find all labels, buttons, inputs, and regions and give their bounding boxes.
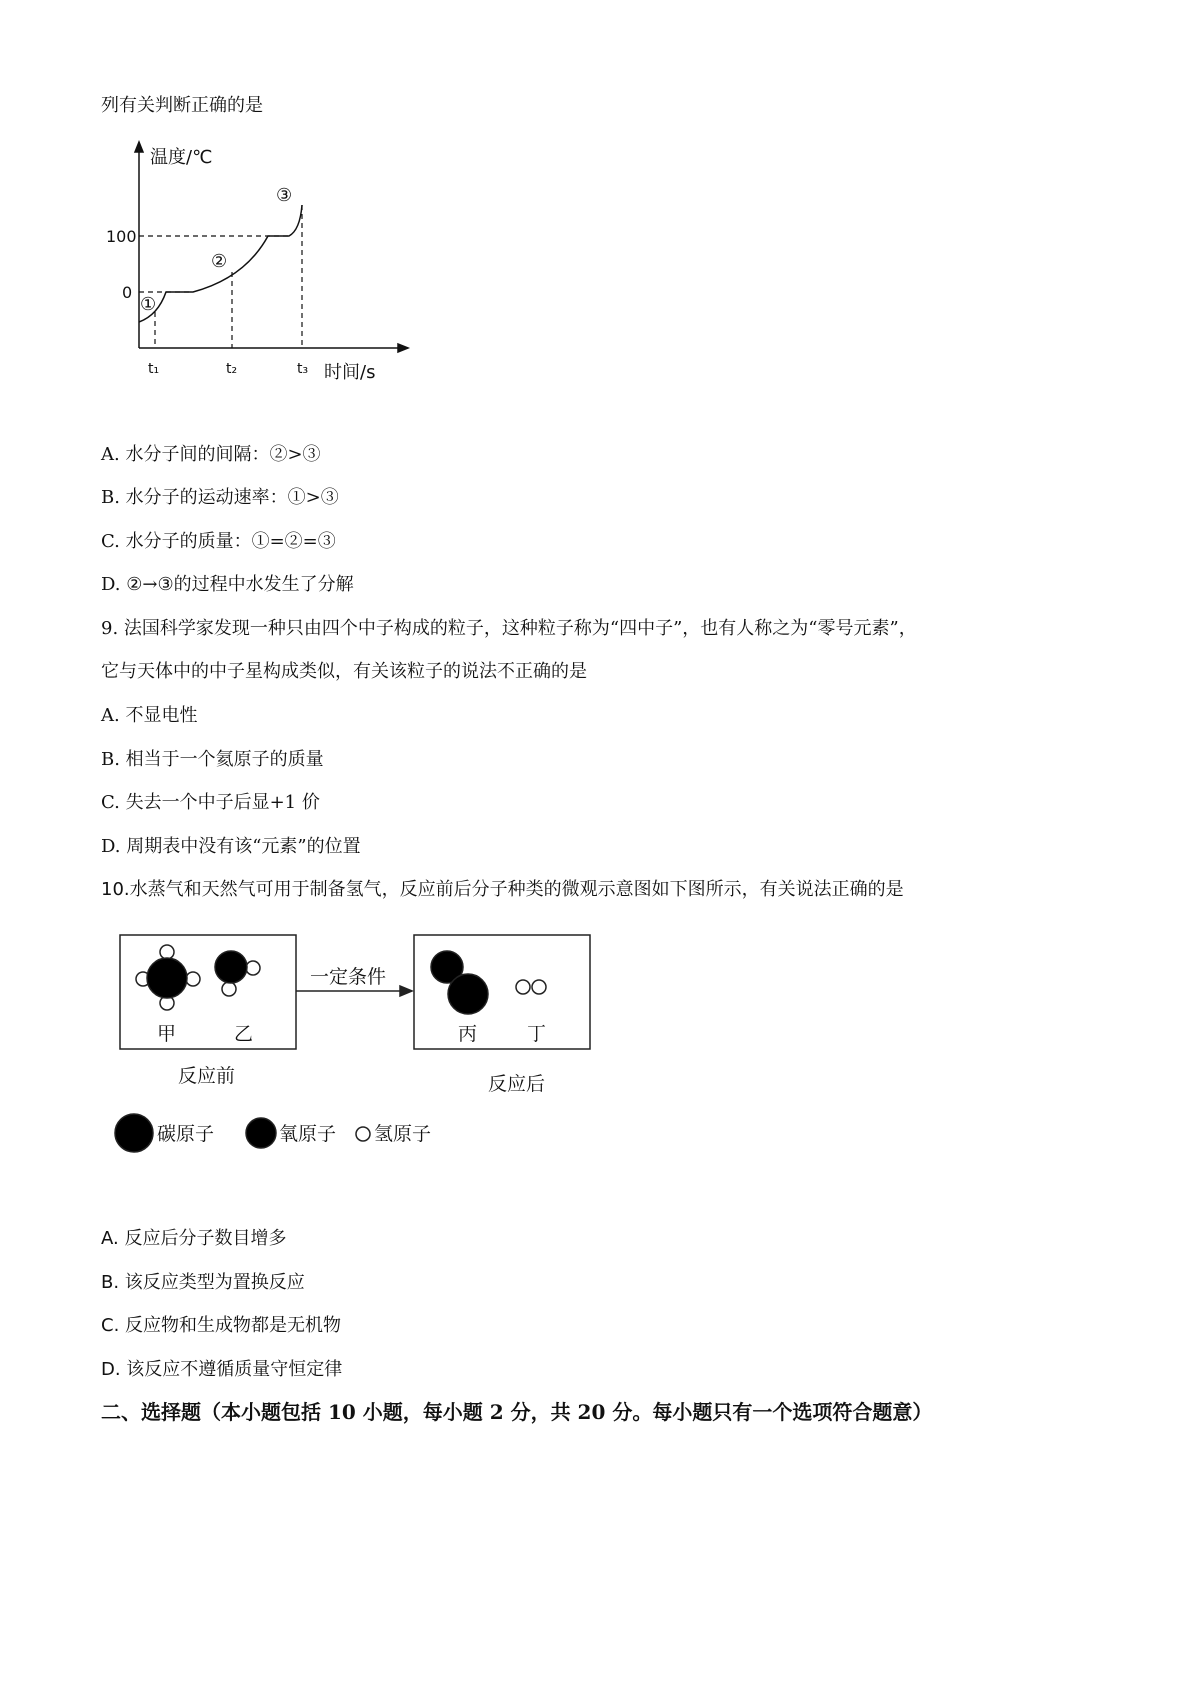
q9-option-c: C. 失去一个中子后显+1 价 bbox=[101, 792, 320, 813]
h2-molecule bbox=[516, 980, 546, 994]
q8-option-d: D. ②→③的过程中水发生了分解 bbox=[101, 574, 354, 595]
q10-option-a: A. 反应后分子数目增多 bbox=[101, 1228, 287, 1249]
label-bing: 丙 bbox=[458, 1023, 478, 1045]
section-heading: 二、选择题（本小题包括 10 小题，每小题 2 分，共 20 分。每小题只有一个选项符合题意） bbox=[101, 1400, 933, 1424]
xtick-t1: t₁ bbox=[148, 361, 160, 377]
x-axis-arrow bbox=[398, 344, 408, 352]
ytick-100: 100 bbox=[106, 227, 137, 246]
xtick-t2: t₂ bbox=[226, 361, 238, 377]
label-yi: 乙 bbox=[234, 1023, 254, 1045]
water-molecule bbox=[215, 951, 260, 996]
y-axis-arrow bbox=[135, 142, 143, 152]
q10-option-d: D. 该反应不遵循质量守恒定律 bbox=[101, 1359, 343, 1380]
question-intro: 列有关判断正确的是 bbox=[101, 95, 263, 116]
methane-molecule bbox=[136, 945, 200, 1010]
ytick-0: 0 bbox=[122, 283, 133, 302]
q9-stem-line1: 9. 法国科学家发现一种只由四个中子构成的粒子，这种粒子称为“四中子”，也有人称之为“零号元素”， bbox=[101, 618, 917, 639]
reaction-diagram bbox=[100, 920, 620, 1170]
q10-stem: 10.水蒸气和天然气可用于制备氢气，反应前后分子种类的微观示意图如下图所示，有关说法正确的是 bbox=[101, 879, 904, 900]
q8-option-a: A. 水分子间的间隔：②>③ bbox=[101, 444, 321, 465]
legend-carbon: 碳原子 bbox=[157, 1123, 215, 1145]
before-box bbox=[120, 935, 296, 1049]
marker-1: ① bbox=[140, 294, 157, 315]
y-axis-label: 温度/℃ bbox=[150, 147, 213, 168]
before-label: 反应前 bbox=[178, 1065, 236, 1087]
q8-option-b: B. 水分子的运动速率：①>③ bbox=[101, 487, 339, 508]
q9-option-a: A. 不显电性 bbox=[101, 705, 198, 726]
q10-option-b: B. 该反应类型为置换反应 bbox=[101, 1272, 305, 1293]
temperature-time-chart bbox=[0, 130, 430, 390]
legend-oxygen-icon bbox=[246, 1118, 276, 1148]
q8-option-c: C. 水分子的质量：①=②=③ bbox=[101, 531, 336, 552]
legend-hydrogen: 氢原子 bbox=[374, 1123, 432, 1145]
condition-label: 一定条件 bbox=[310, 966, 387, 988]
arrow-icon bbox=[400, 986, 412, 996]
q10-option-c: C. 反应物和生成物都是无机物 bbox=[101, 1315, 342, 1336]
xtick-t3: t₃ bbox=[297, 361, 309, 377]
legend-carbon-icon bbox=[115, 1114, 153, 1152]
co-molecule bbox=[431, 951, 488, 1014]
label-jia: 甲 bbox=[157, 1023, 177, 1045]
x-axis-label: 时间/s bbox=[324, 362, 376, 383]
marker-3: ③ bbox=[276, 185, 293, 206]
q9-option-b: B. 相当于一个氦原子的质量 bbox=[101, 749, 324, 770]
after-label: 反应后 bbox=[488, 1073, 546, 1095]
legend-oxygen: 氧原子 bbox=[279, 1123, 337, 1145]
label-ding: 丁 bbox=[527, 1023, 547, 1045]
q9-option-d: D. 周期表中没有该“元素”的位置 bbox=[101, 836, 361, 857]
q9-stem-line2: 它与天体中的中子星构成类似，有关该粒子的说法不正确的是 bbox=[101, 661, 587, 682]
marker-2: ② bbox=[211, 251, 228, 272]
legend-hydrogen-icon bbox=[356, 1127, 370, 1141]
